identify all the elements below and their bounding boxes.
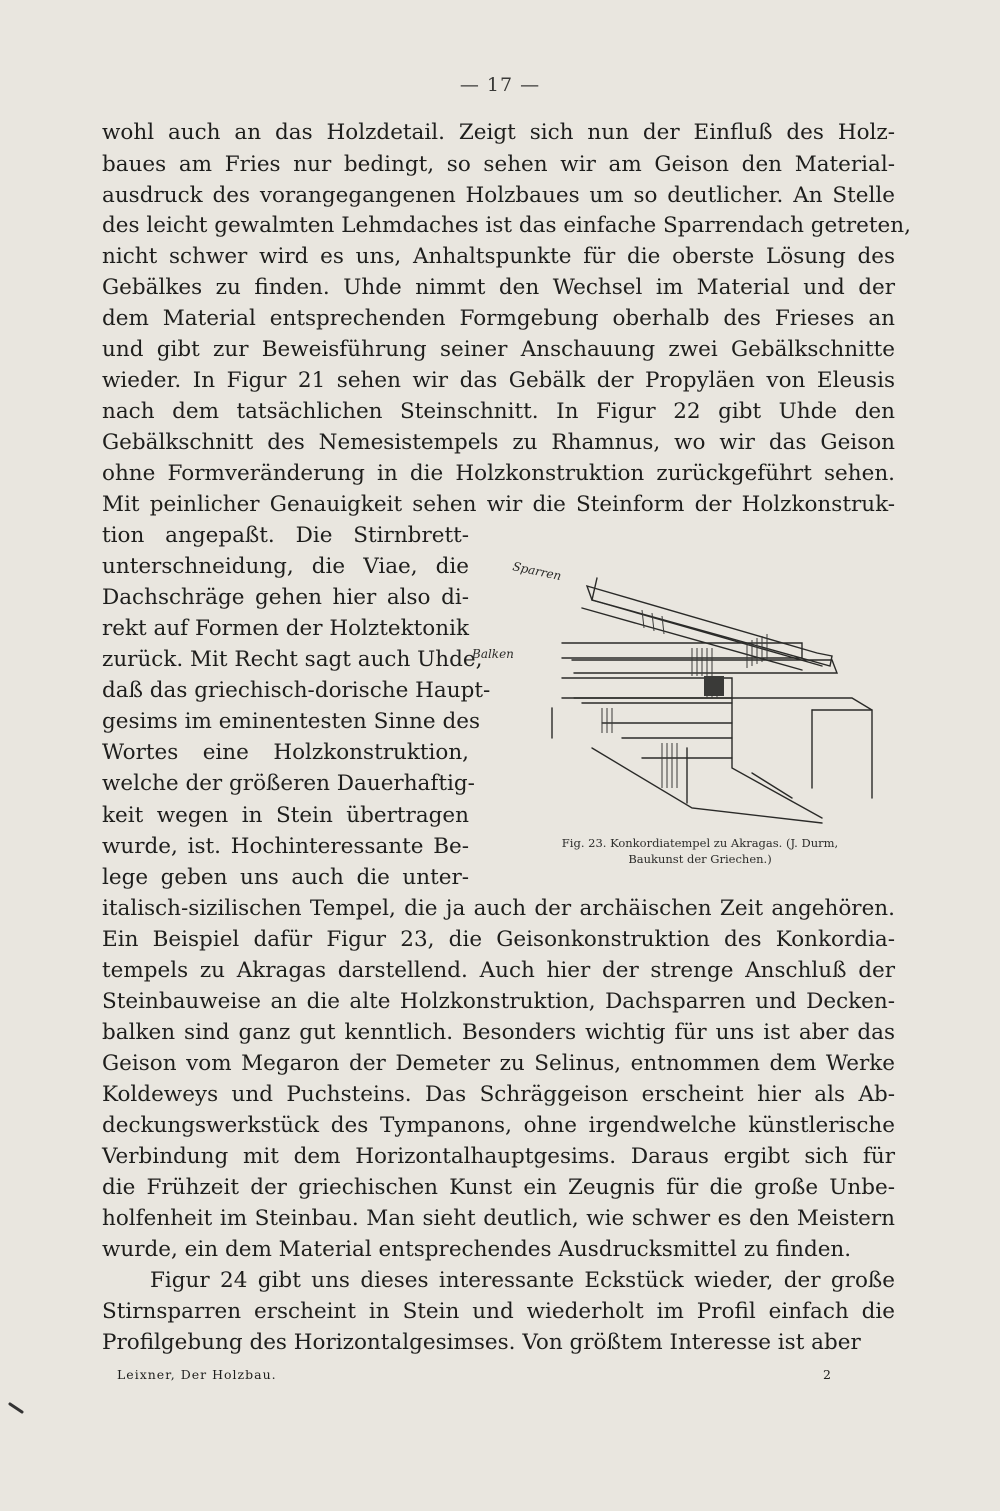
figure-label-sparren: Sparren [511,559,563,584]
figure-caption-line: Baukunst der Griechen.) [628,852,772,866]
text-line: rekt auf Formen der Holztektonik [102,616,469,641]
text-line: Gebälkes zu finden. Uhde nimmt den Wechsel im Material und der [102,275,895,300]
text-line: tion angepaßt. Die Stirnbrett- [102,523,469,548]
text-line: ohne Formveränderung in die Holzkonstruktion zurückgeführt sehen. [102,461,895,486]
text-line: Gebälkschnitt des Nemesistempels zu Rhamnus, wo wir das Geison [102,430,895,455]
ink-spot-mark [8,1400,38,1420]
text-line: Stirnsparren erscheint in Stein und wiederholt im Profil einfach die [102,1299,895,1324]
text-line: italisch-sizilischen Tempel, die ja auch der archäischen Zeit angehören. [102,896,895,921]
text-line: unterschneidung, die Viae, die [102,554,469,579]
text-line: Steinbauweise an die alte Holzkonstruktion, Dachsparren und Decken- [102,989,895,1014]
text-line: wieder. In Figur 21 sehen wir das Gebälk der Propyläen von Eleusis [102,368,895,393]
text-line: nicht schwer wird es uns, Anhaltspunkte für die oberste Lösung des [102,244,895,269]
text-line: holfenheit im Steinbau. Man sieht deutlich, wie schwer es den Meistern [102,1206,895,1231]
figure-caption [505,835,895,867]
text-line: Mit peinlicher Genauigkeit sehen wir die Steinform der Holzkonstruk- [102,492,895,517]
text-line: nach dem tatsächlichen Steinschnitt. In Figur 22 gibt Uhde den [102,399,895,424]
text-line: ausdruck des vorangegangenen Holzbaues um so deutlicher. An Stelle [102,183,895,208]
text-line: Dachschräge gehen hier also di- [102,585,469,610]
text-line: und gibt zur Beweisführung seiner Anschauung zwei Gebälkschnitte [102,337,895,362]
text-line: balken sind ganz gut kenntlich. Besonders wichtig für uns ist aber das [102,1020,895,1045]
text-line: Wortes eine Holzkonstruktion, [102,740,469,765]
text-line: wurde, ist. Hochinteressante Be- [102,834,469,859]
text-line: Geison vom Megaron der Demeter zu Selinus, entnommen dem Werke [102,1051,895,1076]
text-line: Verbindung mit dem Horizontalhauptgesims. Daraus ergibt sich für [102,1144,895,1169]
footer-signature-mark: 2 [823,1367,831,1382]
text-line: dem Material entsprechenden Formgebung oberhalb des Frieses an [102,306,895,331]
text-line: daß das griechisch-dorische Haupt- [102,678,491,703]
text-line: wurde, ein dem Material entsprechendes Ausdrucksmittel zu finden. [102,1237,852,1262]
text-line: Ein Beispiel dafür Figur 23, die Geisonkonstruktion des Konkordia- [102,927,895,952]
figure-caption-line: Fig. 23. Konkordiatempel zu Akragas. (J. Durm, [561,836,839,850]
text-line: die Frühzeit der griechischen Kunst ein Zeugnis für die große Unbe- [102,1175,895,1200]
text-line: deckungswerkstück des Tympanons, ohne irgendwelche künstlerische [102,1113,895,1138]
text-line: zurück. Mit Recht sagt auch Uhde, [102,647,483,672]
text-line: welche der größeren Dauerhaftig- [102,771,475,796]
text-line: gesims im eminentesten Sinne des [102,709,480,734]
page-number: — 17 — [459,74,541,96]
text-line: baues am Fries nur bedingt, so sehen wir am Geison den Material- [102,152,895,177]
text-line: Koldeweys und Puchsteins. Das Schräggeison erscheint hier als Ab- [102,1082,895,1107]
text-line: Figur 24 gibt uns dieses interessante Eckstück wieder, der große [150,1268,895,1293]
text-line: Profilgebung des Horizontalgesimses. Von größtem Interesse ist aber [102,1330,861,1355]
footer-running-title: Leixner, Der Holzbau. [117,1367,277,1382]
text-line: lege geben uns auch die unter- [102,865,469,890]
figure-geison-drawing [472,548,892,828]
text-line: des leicht gewalmten Lehmdaches ist das einfache Sparrendach getreten, [102,213,911,238]
text-line: wohl auch an das Holzdetail. Zeigt sich nun der Einfluß des Holz- [102,120,895,145]
figure-label-balken: Balken [472,647,514,661]
text-line: keit wegen in Stein übertragen [102,803,469,828]
text-line: tempels zu Akragas darstellend. Auch hier der strenge Anschluß der [102,958,895,983]
